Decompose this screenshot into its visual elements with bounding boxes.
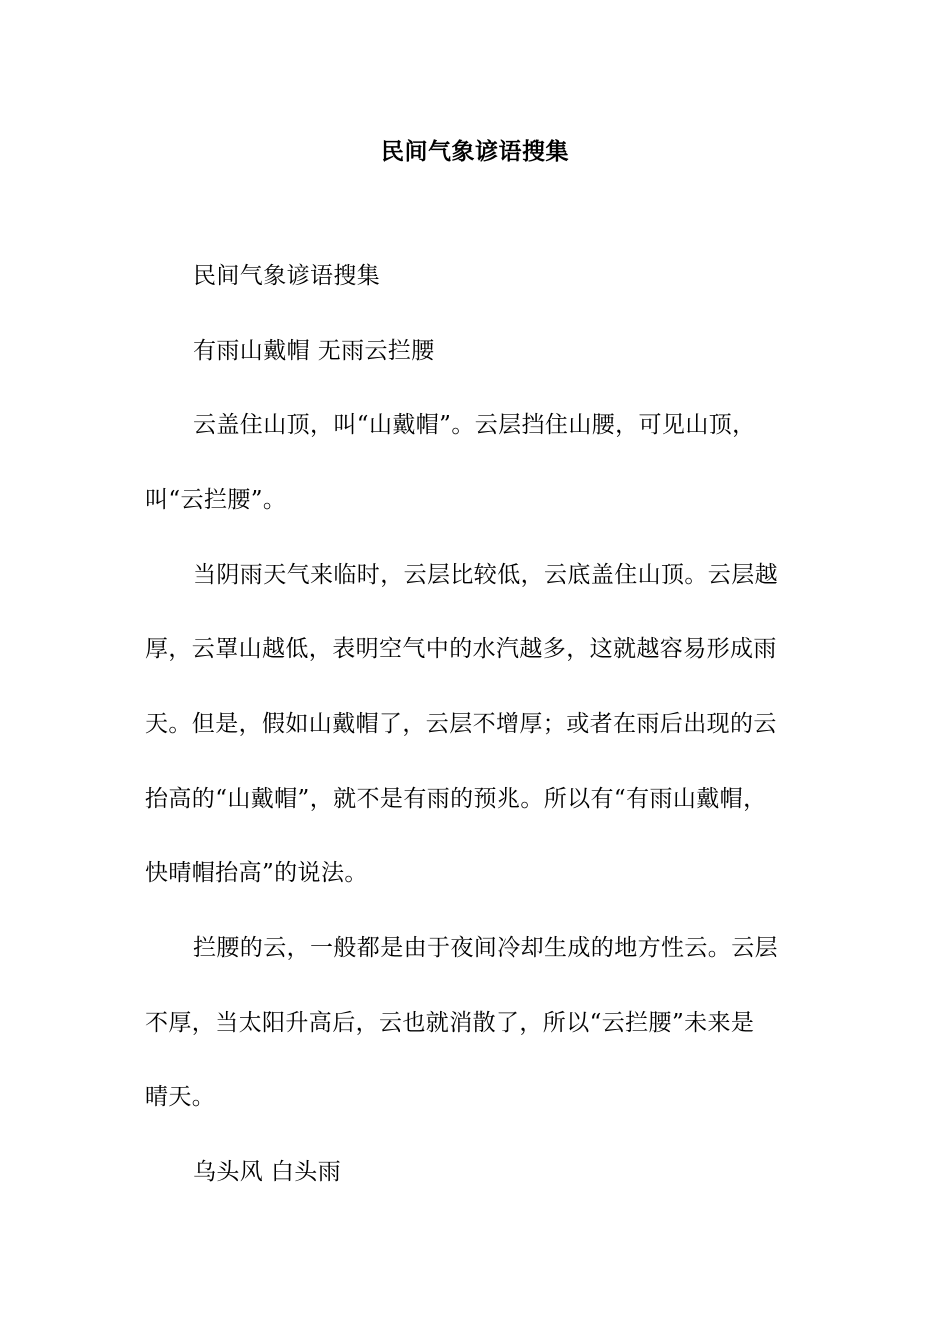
paragraph-line: 不厚，当太阳升高后，云也就消散了，所以“云拦腰”未来是: [145, 1010, 755, 1036]
proverb-heading: 乌头风 白头雨: [193, 1159, 342, 1185]
paragraph-line: 拦腰的云，一般都是由于夜间冷却生成的地方性云。云层: [193, 935, 778, 961]
paragraph-line: 云盖住山顶，叫“山戴帽”。云层挡住山腰，可见山顶，: [193, 412, 756, 438]
document-title: 民间气象谚语搜集: [381, 138, 569, 165]
paragraph-line: 快晴帽抬高”的说法。: [145, 860, 368, 886]
paragraph-line: 叫“云拦腰”。: [145, 487, 287, 513]
paragraph-line: 天。但是，假如山戴帽了，云层不增厚；或者在雨后出现的云: [145, 711, 777, 737]
paragraph-line: 晴天。: [145, 1084, 216, 1110]
proverb-heading: 有雨山戴帽 无雨云拦腰: [193, 338, 435, 364]
paragraph-line: 厚，云罩山越低，表明空气中的水汽越多，这就越容易形成雨: [145, 636, 777, 662]
paragraph-line: 抬高的“山戴帽”，就不是有雨的预兆。所以有“有雨山戴帽，: [145, 786, 767, 812]
paragraph-line: 当阴雨天气来临时，云层比较低，云底盖住山顶。云层越: [193, 562, 778, 588]
paragraph-heading: 民间气象谚语搜集: [193, 263, 381, 289]
